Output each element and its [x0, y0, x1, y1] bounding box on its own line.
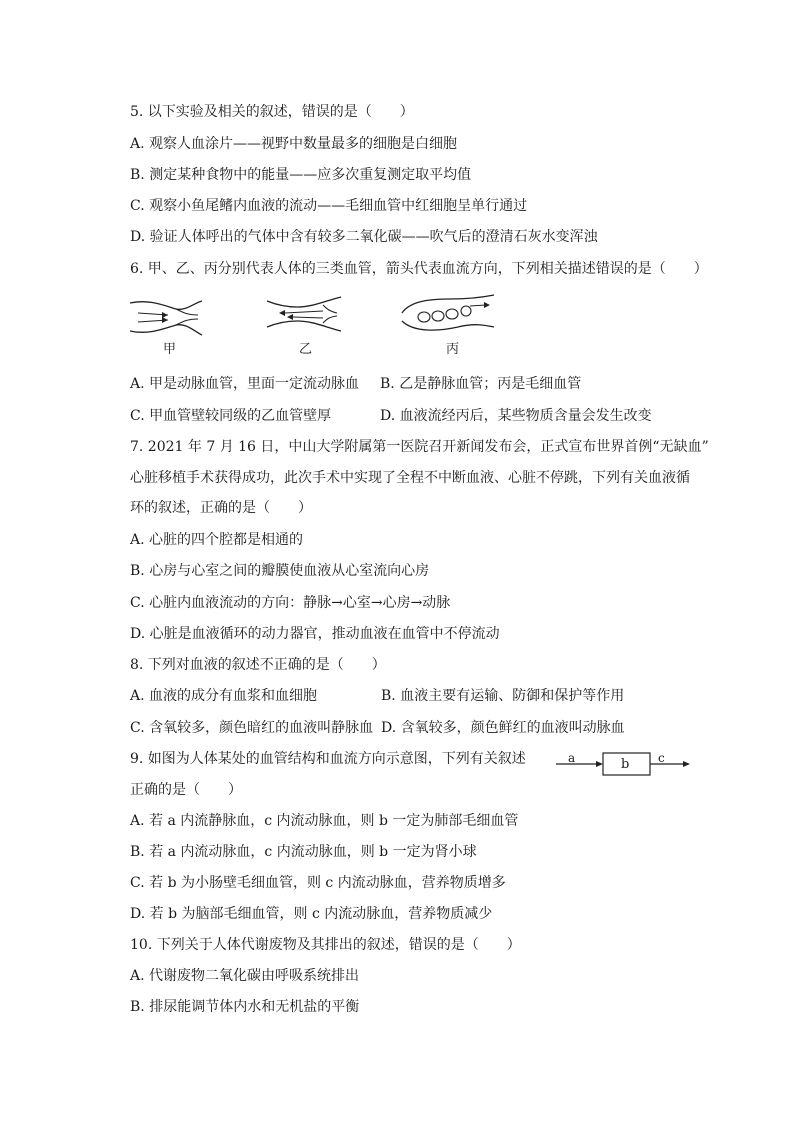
q7-option-b: B. 心房与心室之间的瓣膜使血液从心室流向心房 — [130, 563, 430, 579]
diagram-label-a: a — [568, 751, 576, 765]
q6-stem: 6. 甲、乙、丙分别代表人体的三类血管，箭头代表血流方向，下列相关描述错误的是（ ） — [130, 261, 708, 277]
q8-option-b: B. 血液主要有运输、防御和保护等作用 — [381, 688, 625, 704]
q5-stem: 5. 以下实验及相关的叙述，错误的是（ ） — [130, 104, 414, 120]
q7-stem-line3: 环的叙述，正确的是（ ） — [130, 500, 312, 516]
q7-stem-line1: 7. 2021 年 7 月 16 日，中山大学附属第一医院召开新闻发布会，正式宣布世界首例“无缺血” — [130, 439, 709, 455]
q5-option-d: D. 验证人体呼出的气体中含有较多二氧化碳——吹气后的澄清石灰水变浑浊 — [130, 229, 598, 245]
q6-option-c: C. 甲血管壁较同级的乙血管壁厚 — [130, 408, 332, 424]
q8-option-c: C. 含氧较多，颜色暗红的血液叫静脉血 — [130, 720, 374, 736]
label-yi: 乙 — [299, 342, 313, 357]
q5-option-c: C. 观察小鱼尾鳍内血液的流动——毛细血管中红细胞呈单行通过 — [130, 198, 528, 214]
q9-stem-line2: 正确的是（ ） — [130, 782, 242, 798]
q8-stem: 8. 下列对血液的叙述不正确的是（ ） — [130, 657, 386, 673]
q10-option-b: B. 排尿能调节体内水和无机盐的平衡 — [130, 999, 360, 1015]
diagram-label-b: b — [621, 757, 630, 772]
q8-option-d: D. 含氧较多，颜色鲜红的血液叫动脉血 — [381, 720, 625, 736]
label-jia: 甲 — [163, 342, 177, 357]
q6-option-d: D. 血液流经丙后，某些物质含量会发生改变 — [380, 408, 652, 424]
q7-stem-line2: 心脏移植手术获得成功，此次手术中实现了全程不中断血液、心脏不停跳，下列有关血液循 — [130, 470, 690, 486]
capillary-figure — [400, 293, 496, 337]
q7-option-c: C. 心脏内血液流动的方向：静脉→心室→心房→动脉 — [130, 595, 451, 611]
vein-figure — [263, 293, 345, 337]
q10-stem: 10. 下列关于人体代谢废物及其排出的叙述，错误的是（ ） — [130, 937, 521, 953]
q7-option-a: A. 心脏的四个腔都是相通的 — [130, 532, 304, 548]
q5-option-b: B. 测定某种食物中的能量——应多次重复测定取平均值 — [130, 167, 472, 183]
q6-option-a: A. 甲是动脉血管，里面一定流动脉血 — [130, 376, 360, 392]
q9-option-a: A. 若 a 内流静脉血，c 内流动脉血，则 b 一定为肺部毛细血管 — [130, 813, 519, 829]
q5-option-a: A. 观察人血涂片——视野中数量最多的细胞是白细胞 — [130, 136, 458, 152]
q8-option-a: A. 血液的成分有血浆和血细胞 — [130, 688, 318, 704]
q6-option-b: B. 乙是静脉血管；丙是毛细血管 — [380, 376, 582, 392]
q9-option-b: B. 若 a 内流动脉血，c 内流动脉血，则 b 一定为肾小球 — [130, 844, 477, 860]
q9-option-d: D. 若 b 为脑部毛细血管，则 c 内流动脉血，营养物质减少 — [130, 906, 493, 922]
diagram-label-c: c — [658, 751, 665, 765]
q10-option-a: A. 代谢废物二氧化碳由呼吸系统排出 — [130, 968, 360, 984]
q9-stem-line1: 9. 如图为人体某处的血管结构和血流方向示意图，下列有关叙述 — [130, 751, 526, 767]
label-bing: 丙 — [446, 342, 460, 357]
artery-figure — [128, 295, 208, 339]
q7-option-d: D. 心脏是血液循环的动力器官，推动血液在血管中不停流动 — [130, 626, 500, 642]
q9-option-c: C. 若 b 为小肠壁毛细血管，则 c 内流动脉血，营养物质增多 — [130, 875, 506, 891]
